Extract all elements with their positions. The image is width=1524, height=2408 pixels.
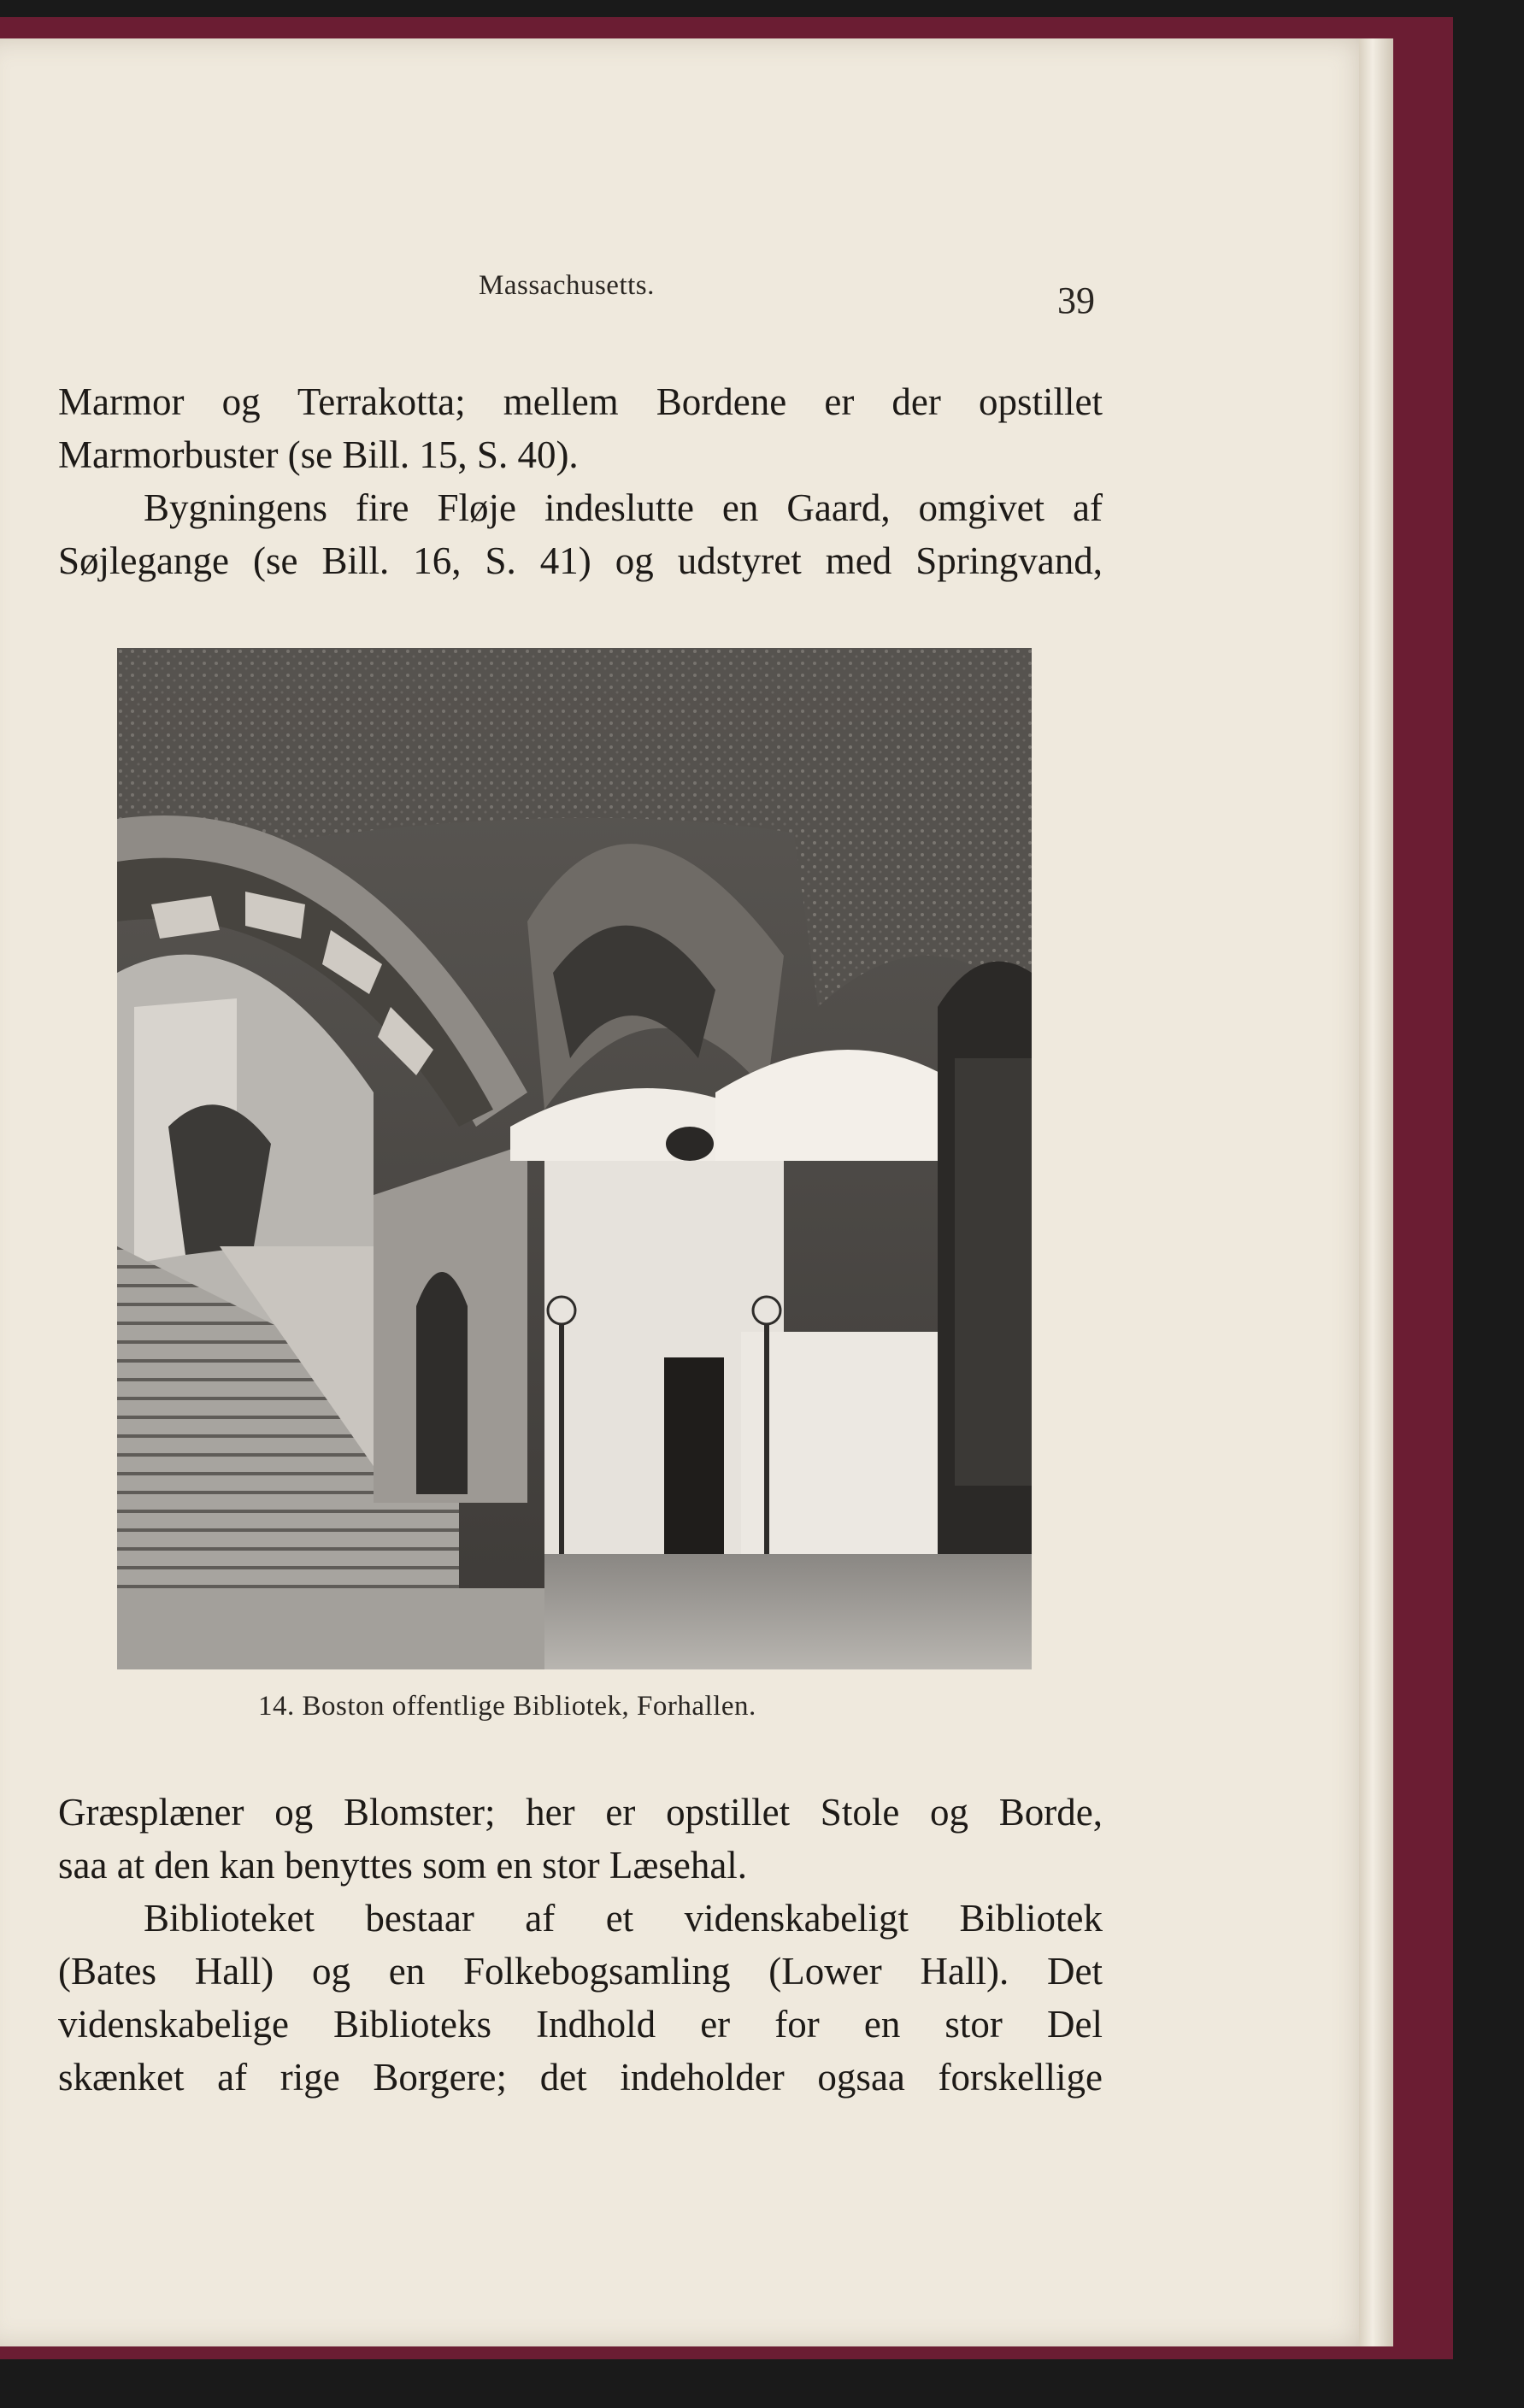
body-line: saa at den kan benyttes som en stor Læsehal. bbox=[58, 1844, 748, 1887]
body-line: skænket af rige Borgere; det indeholder ogsaa forskellige bbox=[58, 2056, 1103, 2099]
body-line: Marmor og Terrakotta; mellem Bordene er der opstillet bbox=[58, 380, 1103, 423]
page-number: 39 bbox=[1057, 280, 1095, 321]
body-line: videnskabelige Biblioteks Indhold er for en stor Del bbox=[58, 2003, 1103, 2046]
page-edge bbox=[1359, 38, 1393, 2346]
body-line: Græsplæner og Blomster; her er opstillet Stole og Borde, bbox=[58, 1791, 1103, 1834]
body-line: Biblioteket bestaar af et videnskabeligt Bibliotek bbox=[144, 1897, 1103, 1940]
body-line: Bygningens fire Fløje indeslutte en Gaard, omgivet af bbox=[144, 486, 1103, 529]
running-head: Massachusetts. bbox=[479, 270, 655, 301]
photo-plate bbox=[117, 648, 1032, 1669]
body-line: Søjlegange (se Bill. 16, S. 41) og udstyret med Springvand, bbox=[58, 539, 1103, 582]
body-line: (Bates Hall) og en Folkebogsamling (Lower Hall). Det bbox=[58, 1950, 1103, 1993]
vaulted-hall-photo bbox=[117, 648, 1032, 1669]
figure-caption: 14. Boston offentlige Bibliotek, Forhallen. bbox=[258, 1691, 756, 1722]
body-line: Marmorbuster (se Bill. 15, S. 40). bbox=[58, 433, 579, 476]
